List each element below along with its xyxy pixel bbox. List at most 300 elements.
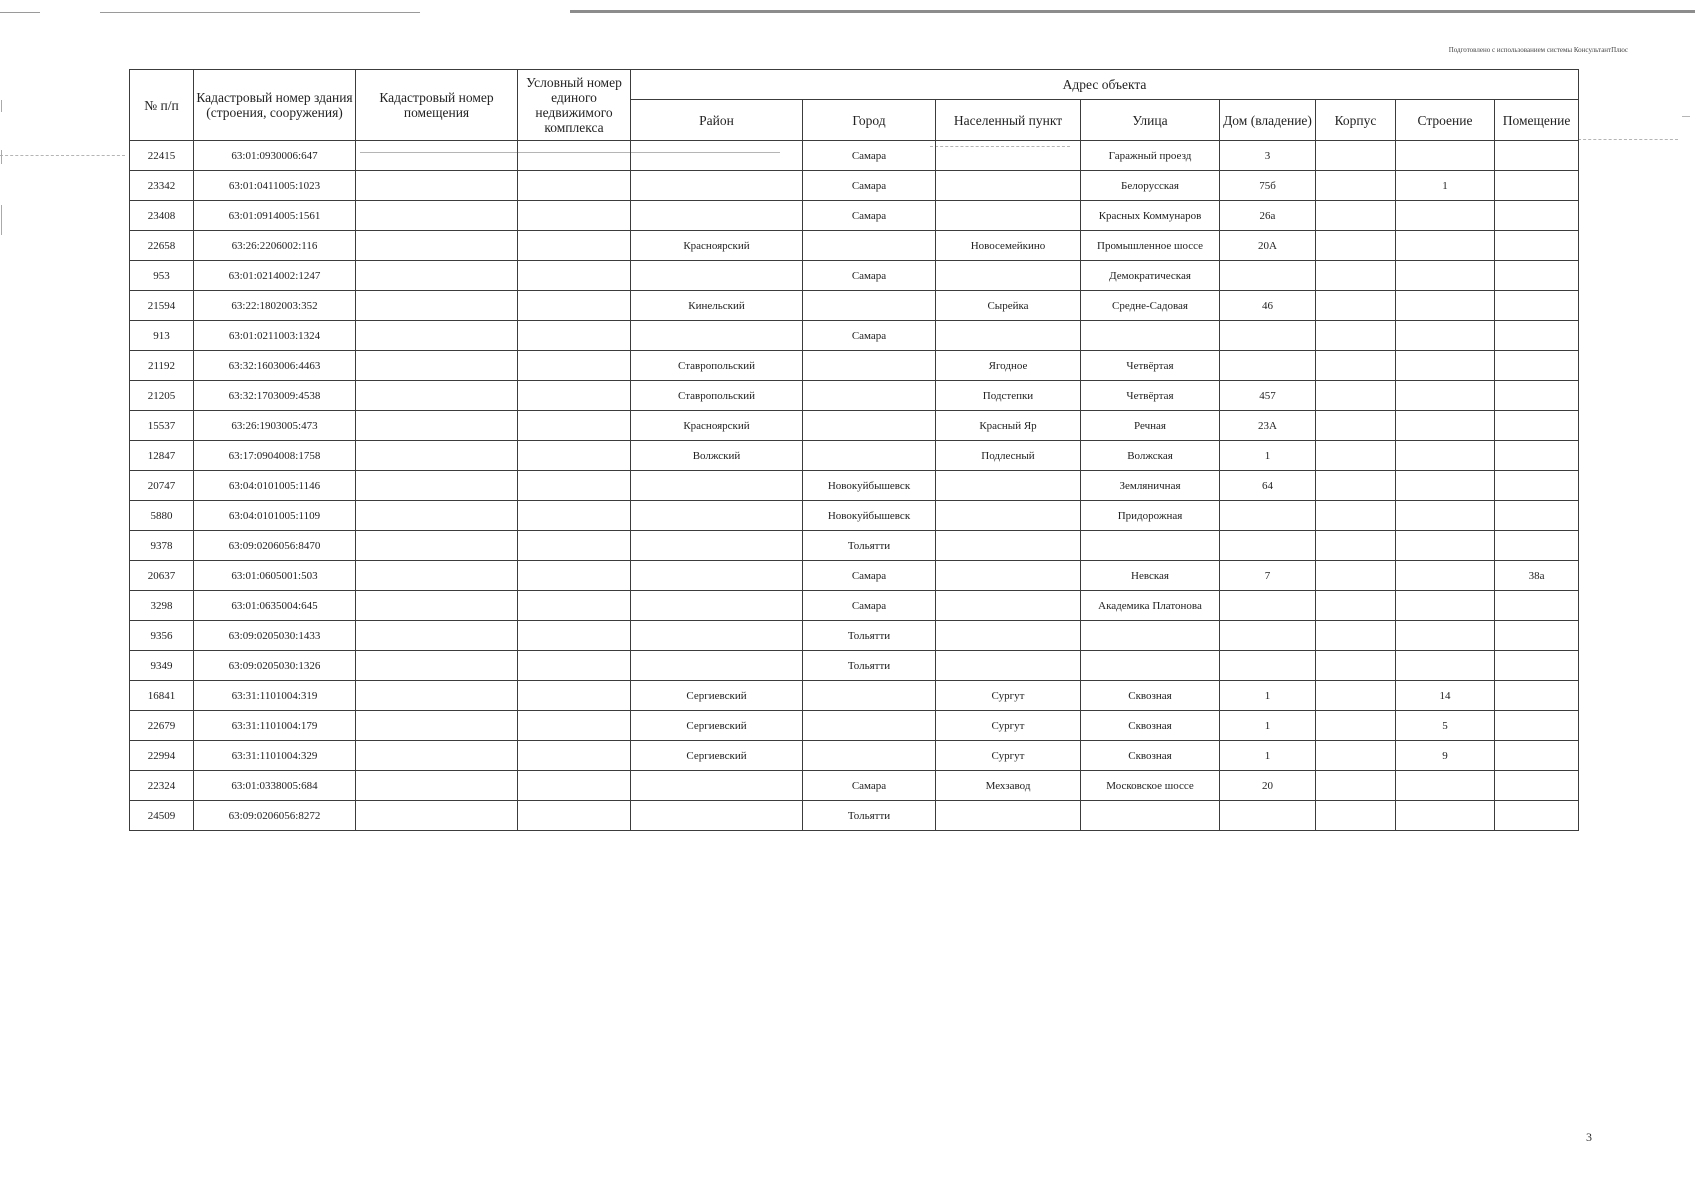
cell-complex-number xyxy=(518,651,631,681)
cell-district: Красноярский xyxy=(631,411,803,441)
cell-premises-cadastral xyxy=(356,531,518,561)
table-row xyxy=(130,441,1579,471)
cell-house xyxy=(1220,531,1316,561)
cell-premises xyxy=(1495,171,1579,201)
cell-structure: 1 xyxy=(1396,171,1495,201)
cell-complex-number xyxy=(518,231,631,261)
cell-street: Земляничная xyxy=(1081,471,1220,501)
cell-premises-cadastral xyxy=(356,351,518,381)
registry-body xyxy=(130,141,1579,831)
table-row xyxy=(130,471,1579,501)
cell-house xyxy=(1220,321,1316,351)
cell-district xyxy=(631,531,803,561)
cell-structure xyxy=(1396,351,1495,381)
cell-premises-cadastral xyxy=(356,381,518,411)
cell-structure xyxy=(1396,231,1495,261)
cell-settlement xyxy=(936,561,1081,591)
header-block: Корпус xyxy=(1316,100,1396,141)
cell-settlement xyxy=(936,621,1081,651)
cell-premises xyxy=(1495,741,1579,771)
header-premises: Помещение xyxy=(1495,100,1579,141)
cell-house: 7 xyxy=(1220,561,1316,591)
cell-premises-cadastral xyxy=(356,171,518,201)
cell-complex-number xyxy=(518,171,631,201)
cell-house: 457 xyxy=(1220,381,1316,411)
cell-city: Тольятти xyxy=(803,651,936,681)
cell-premises xyxy=(1495,441,1579,471)
cell-block xyxy=(1316,771,1396,801)
cell-city: Новокуйбышевск xyxy=(803,501,936,531)
cell-house: 1 xyxy=(1220,711,1316,741)
cell-premises xyxy=(1495,291,1579,321)
cell-premises-cadastral xyxy=(356,141,518,171)
table-row xyxy=(130,141,1579,171)
cell-complex-number xyxy=(518,321,631,351)
cell-building-cadastral: 63:01:0914005:1561 xyxy=(194,201,356,231)
cell-street xyxy=(1081,621,1220,651)
cell-building-cadastral: 63:01:0605001:503 xyxy=(194,561,356,591)
cell-street: Волжская xyxy=(1081,441,1220,471)
cell-premises-cadastral xyxy=(356,621,518,651)
cell-settlement xyxy=(936,501,1081,531)
cell-district xyxy=(631,651,803,681)
cell-num: 3298 xyxy=(130,591,194,621)
cell-district xyxy=(631,501,803,531)
cell-structure xyxy=(1396,291,1495,321)
cell-complex-number xyxy=(518,351,631,381)
scan-edge-line xyxy=(100,12,420,13)
cell-num: 9356 xyxy=(130,621,194,651)
cell-num: 22415 xyxy=(130,141,194,171)
cell-building-cadastral: 63:01:0930006:647 xyxy=(194,141,356,171)
cell-building-cadastral: 63:17:0904008:1758 xyxy=(194,441,356,471)
cell-building-cadastral: 63:01:0211003:1324 xyxy=(194,321,356,351)
cell-structure xyxy=(1396,261,1495,291)
cell-district xyxy=(631,801,803,831)
cell-complex-number xyxy=(518,771,631,801)
cell-premises xyxy=(1495,141,1579,171)
cell-structure xyxy=(1396,801,1495,831)
cell-house: 23А xyxy=(1220,411,1316,441)
cell-settlement: Подстепки xyxy=(936,381,1081,411)
cell-city xyxy=(803,231,936,261)
cell-house xyxy=(1220,351,1316,381)
cell-city: Тольятти xyxy=(803,531,936,561)
cell-district xyxy=(631,471,803,501)
cell-city xyxy=(803,411,936,441)
cell-premises xyxy=(1495,231,1579,261)
cell-block xyxy=(1316,171,1396,201)
cell-street xyxy=(1081,651,1220,681)
cell-complex-number xyxy=(518,501,631,531)
cell-city: Самара xyxy=(803,141,936,171)
cell-block xyxy=(1316,381,1396,411)
cell-house: 64 xyxy=(1220,471,1316,501)
cell-block xyxy=(1316,681,1396,711)
cell-street: Белорусская xyxy=(1081,171,1220,201)
table-row xyxy=(130,711,1579,741)
cell-num: 23408 xyxy=(130,201,194,231)
cell-num: 953 xyxy=(130,261,194,291)
cell-house xyxy=(1220,591,1316,621)
cell-building-cadastral: 63:01:0635004:645 xyxy=(194,591,356,621)
cell-structure xyxy=(1396,531,1495,561)
scan-margin-mark xyxy=(1,100,2,112)
cell-city xyxy=(803,741,936,771)
table-row xyxy=(130,381,1579,411)
cell-district: Сергиевский xyxy=(631,741,803,771)
header-street: Улица xyxy=(1081,100,1220,141)
cell-structure xyxy=(1396,591,1495,621)
cell-house: 1 xyxy=(1220,441,1316,471)
header-premises-cadastral: Кадастровый номер помещения xyxy=(356,70,518,141)
cell-house: 3 xyxy=(1220,141,1316,171)
cell-complex-number xyxy=(518,201,631,231)
cell-district xyxy=(631,771,803,801)
cell-num: 20637 xyxy=(130,561,194,591)
cell-settlement xyxy=(936,201,1081,231)
cell-premises xyxy=(1495,471,1579,501)
cell-city: Самара xyxy=(803,591,936,621)
cell-settlement xyxy=(936,471,1081,501)
cell-district xyxy=(631,171,803,201)
cell-structure xyxy=(1396,411,1495,441)
cell-building-cadastral: 63:09:0206056:8272 xyxy=(194,801,356,831)
cell-city: Самара xyxy=(803,771,936,801)
cell-district: Сергиевский xyxy=(631,711,803,741)
cell-district: Ставропольский xyxy=(631,381,803,411)
header-building-cadastral: Кадастровый номер здания (строения, сооружения) xyxy=(194,70,356,141)
cell-district xyxy=(631,321,803,351)
cell-settlement: Сургут xyxy=(936,711,1081,741)
cell-complex-number xyxy=(518,711,631,741)
cell-building-cadastral: 63:31:1101004:179 xyxy=(194,711,356,741)
cell-block xyxy=(1316,201,1396,231)
cell-premises-cadastral xyxy=(356,231,518,261)
cell-premises-cadastral xyxy=(356,741,518,771)
cell-premises xyxy=(1495,711,1579,741)
cell-num: 22324 xyxy=(130,771,194,801)
cell-district xyxy=(631,621,803,651)
cell-premises xyxy=(1495,681,1579,711)
cell-city: Тольятти xyxy=(803,801,936,831)
cell-premises-cadastral xyxy=(356,591,518,621)
cell-block xyxy=(1316,321,1396,351)
cell-premises xyxy=(1495,591,1579,621)
cell-structure xyxy=(1396,501,1495,531)
cell-settlement: Новосемейкино xyxy=(936,231,1081,261)
cell-settlement xyxy=(936,171,1081,201)
cell-street: Гаражный проезд xyxy=(1081,141,1220,171)
cell-complex-number xyxy=(518,141,631,171)
cell-city xyxy=(803,351,936,381)
cell-block xyxy=(1316,531,1396,561)
cell-settlement xyxy=(936,801,1081,831)
scan-stray-line xyxy=(1578,139,1678,140)
cell-building-cadastral: 63:09:0206056:8470 xyxy=(194,531,356,561)
cell-house: 20А xyxy=(1220,231,1316,261)
table-row xyxy=(130,291,1579,321)
cell-premises-cadastral xyxy=(356,471,518,501)
cell-structure xyxy=(1396,621,1495,651)
cell-complex-number xyxy=(518,411,631,441)
header-city: Город xyxy=(803,100,936,141)
cell-block xyxy=(1316,801,1396,831)
cell-block xyxy=(1316,561,1396,591)
header-complex-number: Условный номер единого недвижимого комплекса xyxy=(518,70,631,141)
cell-premises-cadastral xyxy=(356,681,518,711)
cell-structure xyxy=(1396,381,1495,411)
cell-premises xyxy=(1495,351,1579,381)
cell-structure: 5 xyxy=(1396,711,1495,741)
cell-district: Красноярский xyxy=(631,231,803,261)
cell-num: 16841 xyxy=(130,681,194,711)
cell-block xyxy=(1316,291,1396,321)
cell-street xyxy=(1081,531,1220,561)
cell-complex-number xyxy=(518,441,631,471)
cell-house xyxy=(1220,621,1316,651)
cell-premises-cadastral xyxy=(356,261,518,291)
cell-structure xyxy=(1396,651,1495,681)
header-settlement: Населенный пункт xyxy=(936,100,1081,141)
cell-district: Сергиевский xyxy=(631,681,803,711)
cell-building-cadastral: 63:31:1101004:319 xyxy=(194,681,356,711)
cell-house xyxy=(1220,651,1316,681)
cell-premises xyxy=(1495,651,1579,681)
cell-num: 24509 xyxy=(130,801,194,831)
cell-complex-number xyxy=(518,561,631,591)
header-structure: Строение xyxy=(1396,100,1495,141)
table-row xyxy=(130,411,1579,441)
table-row xyxy=(130,351,1579,381)
cell-premises-cadastral xyxy=(356,711,518,741)
header-row xyxy=(130,70,1579,100)
cell-block xyxy=(1316,621,1396,651)
cell-num: 22679 xyxy=(130,711,194,741)
cell-block xyxy=(1316,141,1396,171)
header-num: № п/п xyxy=(130,70,194,141)
cell-num: 5880 xyxy=(130,501,194,531)
cell-house xyxy=(1220,261,1316,291)
cell-city xyxy=(803,291,936,321)
cell-settlement xyxy=(936,651,1081,681)
cell-street: Речная xyxy=(1081,411,1220,441)
table-row xyxy=(130,801,1579,831)
cell-street: Промышленное шоссе xyxy=(1081,231,1220,261)
scan-margin-mark xyxy=(1,205,2,235)
cell-num: 22658 xyxy=(130,231,194,261)
cell-block xyxy=(1316,351,1396,381)
cell-building-cadastral: 63:22:1802003:352 xyxy=(194,291,356,321)
cell-block xyxy=(1316,261,1396,291)
cell-num: 22994 xyxy=(130,741,194,771)
cell-complex-number xyxy=(518,261,631,291)
header-district: Район xyxy=(631,100,803,141)
cell-num: 21205 xyxy=(130,381,194,411)
cell-street: Четвёртая xyxy=(1081,381,1220,411)
cell-street: Московское шоссе xyxy=(1081,771,1220,801)
registry-table xyxy=(129,69,1579,831)
cell-block xyxy=(1316,471,1396,501)
cell-house xyxy=(1220,801,1316,831)
cell-premises xyxy=(1495,321,1579,351)
table-row xyxy=(130,771,1579,801)
cell-structure xyxy=(1396,201,1495,231)
cell-district xyxy=(631,261,803,291)
cell-complex-number xyxy=(518,381,631,411)
cell-city: Самара xyxy=(803,321,936,351)
table-row xyxy=(130,531,1579,561)
cell-complex-number xyxy=(518,801,631,831)
cell-street: Сквозная xyxy=(1081,741,1220,771)
cell-premises xyxy=(1495,771,1579,801)
scan-edge-line xyxy=(570,10,1695,13)
cell-premises xyxy=(1495,621,1579,651)
cell-num: 913 xyxy=(130,321,194,351)
cell-district: Ставропольский xyxy=(631,351,803,381)
cell-city xyxy=(803,711,936,741)
cell-building-cadastral: 63:26:2206002:116 xyxy=(194,231,356,261)
cell-complex-number xyxy=(518,471,631,501)
cell-settlement xyxy=(936,321,1081,351)
cell-building-cadastral: 63:01:0338005:684 xyxy=(194,771,356,801)
table-row xyxy=(130,621,1579,651)
cell-complex-number xyxy=(518,291,631,321)
cell-num: 9378 xyxy=(130,531,194,561)
cell-district xyxy=(631,591,803,621)
cell-complex-number xyxy=(518,621,631,651)
cell-district xyxy=(631,201,803,231)
cell-premises xyxy=(1495,531,1579,561)
cell-complex-number xyxy=(518,741,631,771)
cell-house xyxy=(1220,501,1316,531)
table-row xyxy=(130,741,1579,771)
cell-block xyxy=(1316,411,1396,441)
cell-structure xyxy=(1396,771,1495,801)
cell-num: 9349 xyxy=(130,651,194,681)
table-row xyxy=(130,561,1579,591)
cell-building-cadastral: 63:26:1903005:473 xyxy=(194,411,356,441)
table-row xyxy=(130,171,1579,201)
table-row xyxy=(130,231,1579,261)
scan-margin-mark xyxy=(1,150,2,164)
cell-settlement xyxy=(936,531,1081,561)
cell-num: 15537 xyxy=(130,411,194,441)
cell-structure xyxy=(1396,441,1495,471)
cell-settlement: Сургут xyxy=(936,741,1081,771)
header-house: Дом (владение) xyxy=(1220,100,1316,141)
cell-building-cadastral: 63:32:1603006:4463 xyxy=(194,351,356,381)
cell-street: Демократическая xyxy=(1081,261,1220,291)
table-row xyxy=(130,591,1579,621)
cell-house: 20 xyxy=(1220,771,1316,801)
cell-premises xyxy=(1495,411,1579,441)
cell-settlement: Мехзавод xyxy=(936,771,1081,801)
cell-street xyxy=(1081,321,1220,351)
cell-street: Придорожная xyxy=(1081,501,1220,531)
cell-premises xyxy=(1495,261,1579,291)
cell-district: Волжский xyxy=(631,441,803,471)
cell-block xyxy=(1316,711,1396,741)
cell-settlement xyxy=(936,261,1081,291)
source-note: Подготовлено с использованием системы КонсультантПлюс xyxy=(1448,46,1628,54)
cell-premises: 38а xyxy=(1495,561,1579,591)
cell-city xyxy=(803,441,936,471)
cell-premises-cadastral xyxy=(356,651,518,681)
header-address-group: Адрес объекта xyxy=(631,70,1579,100)
table-row xyxy=(130,321,1579,351)
cell-settlement xyxy=(936,591,1081,621)
cell-num: 12847 xyxy=(130,441,194,471)
cell-house: 75б xyxy=(1220,171,1316,201)
cell-premises-cadastral xyxy=(356,441,518,471)
cell-complex-number xyxy=(518,591,631,621)
table-row xyxy=(130,261,1579,291)
cell-settlement: Сырейка xyxy=(936,291,1081,321)
cell-complex-number xyxy=(518,681,631,711)
cell-building-cadastral: 63:04:0101005:1146 xyxy=(194,471,356,501)
cell-premises-cadastral xyxy=(356,321,518,351)
cell-structure: 9 xyxy=(1396,741,1495,771)
cell-building-cadastral: 63:04:0101005:1109 xyxy=(194,501,356,531)
cell-street: Средне-Садовая xyxy=(1081,291,1220,321)
cell-block xyxy=(1316,441,1396,471)
cell-house: 1 xyxy=(1220,741,1316,771)
cell-city: Самара xyxy=(803,171,936,201)
cell-structure xyxy=(1396,561,1495,591)
cell-house: 46 xyxy=(1220,291,1316,321)
cell-street: Красных Коммунаров xyxy=(1081,201,1220,231)
cell-settlement xyxy=(936,141,1081,171)
cell-num: 23342 xyxy=(130,171,194,201)
cell-building-cadastral: 63:09:0205030:1433 xyxy=(194,621,356,651)
page-number: 3 xyxy=(1586,1130,1592,1144)
cell-premises-cadastral xyxy=(356,501,518,531)
cell-district xyxy=(631,561,803,591)
cell-structure xyxy=(1396,321,1495,351)
cell-district xyxy=(631,141,803,171)
cell-settlement: Ягодное xyxy=(936,351,1081,381)
table-row xyxy=(130,681,1579,711)
cell-premises xyxy=(1495,501,1579,531)
cell-settlement: Подлесный xyxy=(936,441,1081,471)
cell-building-cadastral: 63:32:1703009:4538 xyxy=(194,381,356,411)
cell-street xyxy=(1081,801,1220,831)
cell-premises-cadastral xyxy=(356,411,518,441)
cell-city: Новокуйбышевск xyxy=(803,471,936,501)
cell-premises-cadastral xyxy=(356,291,518,321)
cell-city xyxy=(803,381,936,411)
cell-street: Сквозная xyxy=(1081,711,1220,741)
cell-street: Невская xyxy=(1081,561,1220,591)
scan-stray-line xyxy=(0,155,125,156)
cell-street: Четвёртая xyxy=(1081,351,1220,381)
cell-house: 1 xyxy=(1220,681,1316,711)
cell-premises-cadastral xyxy=(356,201,518,231)
table-row xyxy=(130,201,1579,231)
cell-premises xyxy=(1495,801,1579,831)
cell-premises xyxy=(1495,381,1579,411)
cell-settlement: Красный Яр xyxy=(936,411,1081,441)
cell-building-cadastral: 63:01:0214002:1247 xyxy=(194,261,356,291)
cell-premises xyxy=(1495,201,1579,231)
cell-house: 26а xyxy=(1220,201,1316,231)
cell-block xyxy=(1316,501,1396,531)
cell-building-cadastral: 63:01:0411005:1023 xyxy=(194,171,356,201)
cell-premises-cadastral xyxy=(356,801,518,831)
cell-building-cadastral: 63:31:1101004:329 xyxy=(194,741,356,771)
cell-district: Кинельский xyxy=(631,291,803,321)
